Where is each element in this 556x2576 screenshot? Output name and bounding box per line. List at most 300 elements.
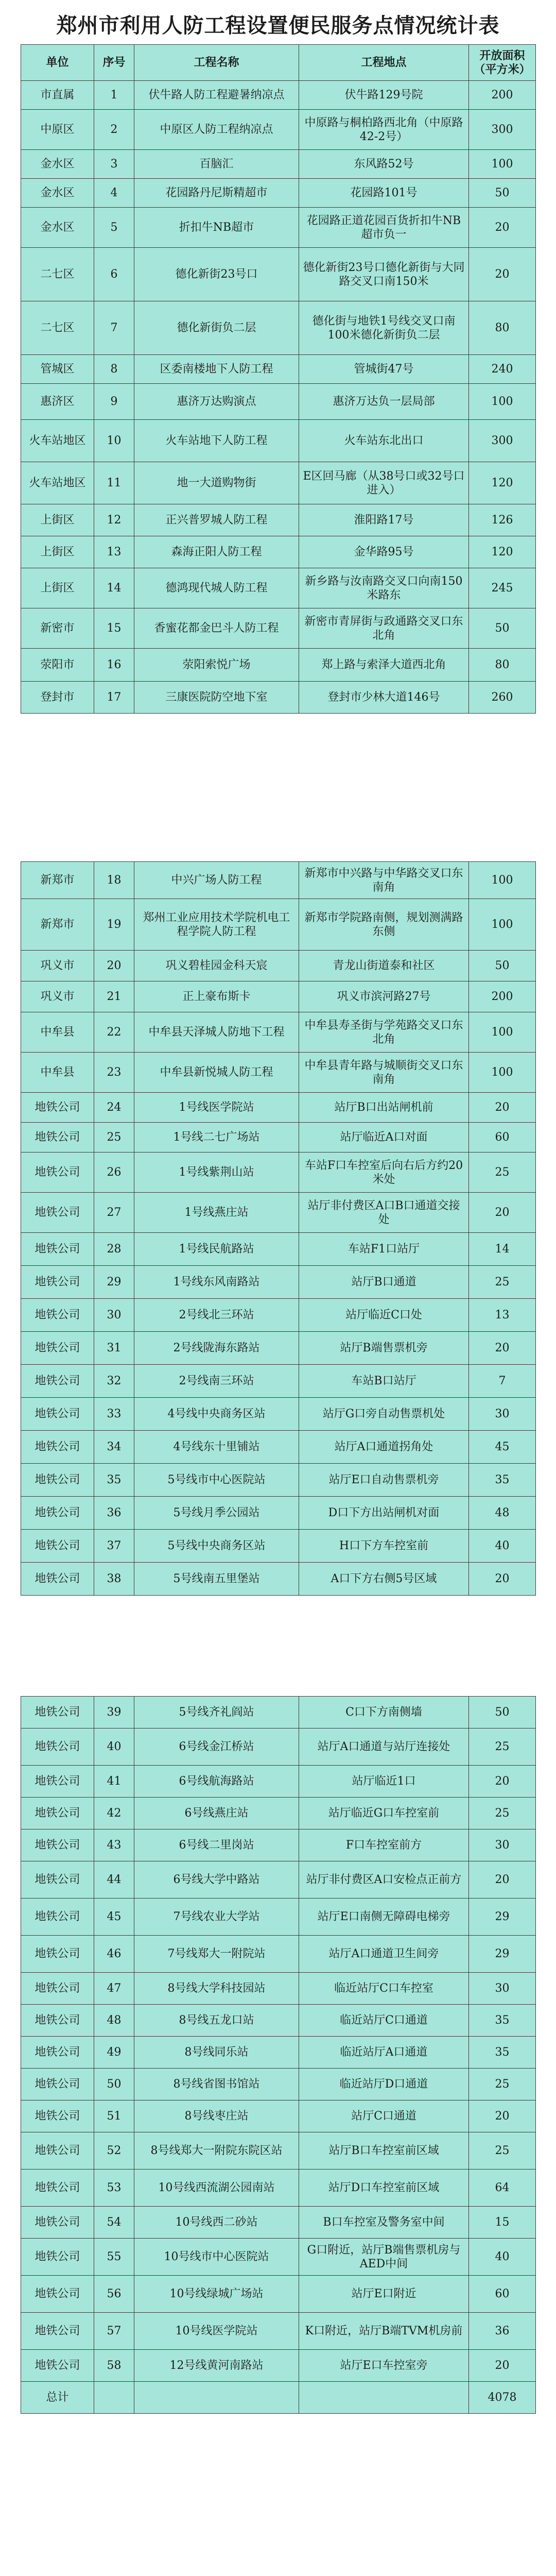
cell-location: 新郑市中兴路与中华路交叉口东南角 (299, 862, 469, 899)
cell-seq: 38 (94, 1563, 134, 1596)
cell-name: 德鸿现代城人防工程 (134, 568, 299, 608)
stats-table-part-3 (21, 1696, 536, 2414)
cell-location: 站厅非付费区A口安检点正前方 (299, 1861, 469, 1899)
cell-location: 巩义市滨河路27号 (299, 981, 469, 1012)
cell-area: 60 (469, 2276, 536, 2313)
cell-seq: 12 (94, 504, 134, 536)
table-row (21, 420, 536, 462)
cell-area: 30 (469, 1973, 536, 2005)
table-row (21, 1012, 536, 1053)
table-row (21, 1233, 536, 1266)
cell-seq: 41 (94, 1766, 134, 1798)
cell-area: 25 (469, 1798, 536, 1829)
header-location: 工程地点 (299, 45, 469, 81)
cell-seq: 31 (94, 1332, 134, 1365)
cell-seq: 47 (94, 1973, 134, 2005)
cell-location: 德化新街23号口德化新街与大同路交叉口南150米 (299, 248, 469, 301)
header-name: 工程名称 (134, 45, 299, 81)
cell-seq: 23 (94, 1053, 134, 1093)
cell-location: H口下方车控室前 (299, 1530, 469, 1563)
cell-name: 花园路丹尼斯精超市 (134, 179, 299, 208)
cell-location: 站厅临近1口 (299, 1766, 469, 1798)
cell-area: 25 (469, 1728, 536, 1766)
cell-seq: 57 (94, 2313, 134, 2350)
cell-location: 临近站厅C口通道 (299, 2005, 469, 2037)
cell-seq: 32 (94, 1365, 134, 1398)
cell-area: 100 (469, 862, 536, 899)
cell-name: 5号线南五里堡站 (134, 1563, 299, 1596)
cell-unit: 地铁公司 (21, 1464, 94, 1497)
stats-table-part-1 (21, 44, 536, 714)
cell-unit: 火车站地区 (21, 462, 94, 504)
cell-name: 6号线大学中路站 (134, 1861, 299, 1899)
table-row (21, 1299, 536, 1332)
cell-area: 245 (469, 568, 536, 608)
cell-unit: 地铁公司 (21, 2207, 94, 2239)
cell-location: 金华路95号 (299, 536, 469, 568)
table-row (21, 1530, 536, 1563)
cell-location: K口附近，站厅B端TVM机房前 (299, 2313, 469, 2350)
cell-name: 1号线二七广场站 (134, 1123, 299, 1153)
table-row (21, 2239, 536, 2276)
total-empty-cell (299, 2382, 469, 2414)
table-row (21, 682, 536, 714)
cell-name: 三康医院防空地下室 (134, 682, 299, 714)
cell-seq: 49 (94, 2037, 134, 2069)
cell-seq: 45 (94, 1899, 134, 1936)
cell-location: 站厅非付费区A口B口通道交接处 (299, 1193, 469, 1233)
cell-seq: 40 (94, 1728, 134, 1766)
cell-location: 站厅B端售票机旁 (299, 1332, 469, 1365)
cell-unit: 中牟县 (21, 1012, 94, 1053)
cell-name: 7号线农业大学站 (134, 1899, 299, 1936)
cell-location: 中牟县青年路与城顺街交叉口东南角 (299, 1053, 469, 1093)
cell-unit: 上街区 (21, 536, 94, 568)
cell-name: 中牟县新悦城人防工程 (134, 1053, 299, 1093)
cell-name: 2号线北三环站 (134, 1299, 299, 1332)
cell-location: 站厅G口旁自动售票机处 (299, 1398, 469, 1431)
cell-unit: 管城区 (21, 355, 94, 384)
cell-area: 64 (469, 2170, 536, 2207)
table-row (21, 355, 536, 384)
cell-name: 4号线东十里铺站 (134, 1431, 299, 1464)
cell-name: 地一大道购物街 (134, 462, 299, 504)
cell-location: G口附近，站厅B端售票机房与AED中间 (299, 2239, 469, 2276)
cell-location: 新密市青屏街与政通路交叉口东北角 (299, 608, 469, 649)
cell-name: 郑州工业应用技术学院机电工程学院人防工程 (134, 899, 299, 951)
cell-name: 8号线郑大一附院东院区站 (134, 2132, 299, 2170)
cell-seq: 34 (94, 1431, 134, 1464)
cell-seq: 51 (94, 2100, 134, 2132)
cell-location: 东风路52号 (299, 150, 469, 179)
table-row (21, 462, 536, 504)
cell-seq: 46 (94, 1936, 134, 1973)
cell-seq: 55 (94, 2239, 134, 2276)
cell-area: 100 (469, 1012, 536, 1053)
table-row (21, 2170, 536, 2207)
total-area: 4078 (469, 2382, 536, 2414)
table-row (21, 608, 536, 649)
table-row (21, 110, 536, 150)
table-row (21, 1123, 536, 1153)
cell-unit: 中原区 (21, 110, 94, 150)
header-unit: 单位 (21, 45, 94, 81)
cell-name: 8号线同乐站 (134, 2037, 299, 2069)
table-row (21, 2276, 536, 2313)
cell-unit: 地铁公司 (21, 1266, 94, 1299)
table-row (21, 1398, 536, 1431)
cell-unit: 地铁公司 (21, 1398, 94, 1431)
cell-location: 花园路101号 (299, 179, 469, 208)
cell-unit: 荥阳市 (21, 649, 94, 682)
cell-unit: 地铁公司 (21, 1728, 94, 1766)
cell-unit: 地铁公司 (21, 1431, 94, 1464)
cell-name: 1号线医学院站 (134, 1093, 299, 1123)
cell-location: F口车控室前方 (299, 1829, 469, 1861)
cell-area: 25 (469, 1266, 536, 1299)
cell-location: 淮阳路17号 (299, 504, 469, 536)
cell-name: 10号线西二砂站 (134, 2207, 299, 2239)
cell-unit: 上街区 (21, 568, 94, 608)
cell-seq: 44 (94, 1861, 134, 1899)
cell-unit: 地铁公司 (21, 1899, 94, 1936)
cell-seq: 28 (94, 1233, 134, 1266)
cell-name: 香蜜花都金巴斗人防工程 (134, 608, 299, 649)
cell-area: 50 (469, 179, 536, 208)
cell-seq: 8 (94, 355, 134, 384)
table-row (21, 1053, 536, 1093)
table-row (21, 1153, 536, 1193)
cell-location: 车站F口车控室后向右后方约20米处 (299, 1153, 469, 1193)
cell-unit: 地铁公司 (21, 2100, 94, 2132)
table-row (21, 504, 536, 536)
cell-area: 14 (469, 1233, 536, 1266)
cell-location: E区回马廊（从38号口或32号口进入） (299, 462, 469, 504)
table-row (21, 1266, 536, 1299)
cell-name: 正上豪布斯卡 (134, 981, 299, 1012)
cell-location: 青龙山街道泰和社区 (299, 951, 469, 981)
cell-name: 10号线市中心医院站 (134, 2239, 299, 2276)
cell-name: 7号线郑大一附院站 (134, 1936, 299, 1973)
cell-seq: 20 (94, 951, 134, 981)
cell-seq: 58 (94, 2350, 134, 2382)
cell-location: 火车站东北出口 (299, 420, 469, 462)
table-row (21, 248, 536, 301)
cell-location: 站厅临近C口处 (299, 1299, 469, 1332)
cell-location: 临近站厅A口通道 (299, 2037, 469, 2069)
cell-area: 29 (469, 1899, 536, 1936)
cell-area: 40 (469, 1530, 536, 1563)
cell-area: 20 (469, 1766, 536, 1798)
cell-area: 20 (469, 208, 536, 248)
cell-name: 正兴普罗城人防工程 (134, 504, 299, 536)
cell-name: 5号线月季公园站 (134, 1497, 299, 1530)
cell-area: 20 (469, 1861, 536, 1899)
cell-seq: 18 (94, 862, 134, 899)
cell-area: 30 (469, 1829, 536, 1861)
table-row (21, 2207, 536, 2239)
cell-area: 13 (469, 1299, 536, 1332)
cell-seq: 35 (94, 1464, 134, 1497)
cell-name: 惠济万达购演点 (134, 384, 299, 420)
cell-area: 80 (469, 649, 536, 682)
cell-seq: 30 (94, 1299, 134, 1332)
cell-unit: 地铁公司 (21, 2170, 94, 2207)
cell-location: 中牟县寿圣街与学苑路交叉口东北角 (299, 1012, 469, 1053)
cell-seq: 50 (94, 2069, 134, 2100)
cell-area: 100 (469, 384, 536, 420)
cell-unit: 地铁公司 (21, 2350, 94, 2382)
cell-location: 站厅E口南侧无障碍电梯旁 (299, 1899, 469, 1936)
cell-name: 5号线中央商务区站 (134, 1530, 299, 1563)
table-row (21, 1332, 536, 1365)
table-row (21, 2100, 536, 2132)
cell-seq: 37 (94, 1530, 134, 1563)
cell-name: 6号线金江桥站 (134, 1728, 299, 1766)
cell-location: 站厅E口自动售票机旁 (299, 1464, 469, 1497)
cell-unit: 新郑市 (21, 862, 94, 899)
header-seq: 序号 (94, 45, 134, 81)
page-title: 郑州市利用人防工程设置便民服务点情况统计表 (56, 13, 500, 38)
cell-name: 森海正阳人防工程 (134, 536, 299, 568)
cell-unit: 上街区 (21, 504, 94, 536)
cell-unit: 地铁公司 (21, 1936, 94, 1973)
cell-name: 12号线黄河南路站 (134, 2350, 299, 2382)
table-row (21, 951, 536, 981)
cell-seq: 52 (94, 2132, 134, 2170)
cell-seq: 2 (94, 110, 134, 150)
table-row (21, 1193, 536, 1233)
cell-location: 站厅A口通道卫生间旁 (299, 1936, 469, 1973)
cell-area: 50 (469, 951, 536, 981)
cell-seq: 43 (94, 1829, 134, 1861)
cell-location: 站厅B口出站闸机前 (299, 1093, 469, 1123)
cell-seq: 39 (94, 1697, 134, 1728)
cell-area: 35 (469, 2005, 536, 2037)
cell-seq: 13 (94, 536, 134, 568)
cell-name: 8号线五龙口站 (134, 2005, 299, 2037)
table-row (21, 1936, 536, 1973)
table-row (21, 1728, 536, 1766)
cell-name: 伏牛路人防工程避暑纳凉点 (134, 81, 299, 110)
cell-area: 200 (469, 81, 536, 110)
table-row (21, 1563, 536, 1596)
cell-location: B口车控室及警务室中间 (299, 2207, 469, 2239)
table-row (21, 2350, 536, 2382)
cell-unit: 地铁公司 (21, 1973, 94, 2005)
cell-area: 20 (469, 1332, 536, 1365)
table-row (21, 899, 536, 951)
cell-unit: 中牟县 (21, 1053, 94, 1093)
cell-unit: 地铁公司 (21, 2037, 94, 2069)
cell-name: 巩义碧桂园金科天宸 (134, 951, 299, 981)
cell-location: 花园路正道花园百货折扣牛NB超市负一 (299, 208, 469, 248)
cell-name: 中兴广场人防工程 (134, 862, 299, 899)
cell-name: 2号线陇海东路站 (134, 1332, 299, 1365)
cell-unit: 火车站地区 (21, 420, 94, 462)
cell-area: 126 (469, 504, 536, 536)
cell-seq: 6 (94, 248, 134, 301)
cell-unit: 地铁公司 (21, 2132, 94, 2170)
cell-location: 临近站厅D口通道 (299, 2069, 469, 2100)
cell-seq: 29 (94, 1266, 134, 1299)
cell-name: 折扣牛NB超市 (134, 208, 299, 248)
table-row (21, 649, 536, 682)
header-area: 开放面积（平方米） (469, 45, 536, 81)
cell-area: 15 (469, 2207, 536, 2239)
table-row (21, 862, 536, 899)
cell-location: 伏牛路129号院 (299, 81, 469, 110)
cell-name: 1号线紫荆山站 (134, 1153, 299, 1193)
cell-location: 中原路与桐柏路西北角（中原路42-2号） (299, 110, 469, 150)
cell-name: 5号线齐礼阎站 (134, 1697, 299, 1728)
cell-area: 20 (469, 248, 536, 301)
cell-area: 50 (469, 1697, 536, 1728)
cell-unit: 地铁公司 (21, 2239, 94, 2276)
cell-area: 25 (469, 2069, 536, 2100)
table-row (21, 1829, 536, 1861)
cell-name: 中牟县天泽城人防地下工程 (134, 1012, 299, 1053)
cell-location: 德化街与地铁1号线交叉口南100米德化新街负二层 (299, 301, 469, 355)
cell-area: 120 (469, 536, 536, 568)
cell-name: 德化新街负二层 (134, 301, 299, 355)
table-row (21, 1431, 536, 1464)
cell-unit: 地铁公司 (21, 1153, 94, 1193)
cell-location: 站厅E口附近 (299, 2276, 469, 2313)
cell-area: 40 (469, 2239, 536, 2276)
table-row (21, 301, 536, 355)
cell-seq: 25 (94, 1123, 134, 1153)
cell-name: 5号线市中心医院站 (134, 1464, 299, 1497)
total-label: 总计 (21, 2382, 94, 2414)
section-gap (21, 1680, 535, 1696)
cell-location: 新郑市学院路南侧，规划测满路东侧 (299, 899, 469, 951)
cell-unit: 地铁公司 (21, 1697, 94, 1728)
cell-name: 百脑汇 (134, 150, 299, 179)
table-row (21, 1973, 536, 2005)
cell-area: 50 (469, 608, 536, 649)
cell-seq: 21 (94, 981, 134, 1012)
cell-seq: 19 (94, 899, 134, 951)
cell-name: 8号线枣庄站 (134, 2100, 299, 2132)
cell-unit: 地铁公司 (21, 1861, 94, 1899)
cell-unit: 地铁公司 (21, 2313, 94, 2350)
cell-unit: 地铁公司 (21, 1829, 94, 1861)
cell-area: 20 (469, 1093, 536, 1123)
table-row (21, 1798, 536, 1829)
cell-unit: 新密市 (21, 608, 94, 649)
cell-area: 29 (469, 1936, 536, 1973)
cell-area: 260 (469, 682, 536, 714)
cell-area: 80 (469, 301, 536, 355)
cell-seq: 11 (94, 462, 134, 504)
cell-area: 35 (469, 1464, 536, 1497)
cell-area: 200 (469, 981, 536, 1012)
section-gap (21, 845, 535, 861)
cell-seq: 54 (94, 2207, 134, 2239)
cell-seq: 48 (94, 2005, 134, 2037)
table-row (21, 536, 536, 568)
cell-area: 20 (469, 2100, 536, 2132)
cell-name: 6号线航海路站 (134, 1766, 299, 1798)
cell-seq: 10 (94, 420, 134, 462)
cell-area: 45 (469, 1431, 536, 1464)
cell-area: 36 (469, 2313, 536, 2350)
table-row (21, 1497, 536, 1530)
cell-unit: 金水区 (21, 150, 94, 179)
cell-area: 7 (469, 1365, 536, 1398)
table-row (21, 2037, 536, 2069)
total-empty-cell (134, 2382, 299, 2414)
table-row (21, 1093, 536, 1123)
cell-location: 登封市少林大道146号 (299, 682, 469, 714)
cell-unit: 地铁公司 (21, 1193, 94, 1233)
cell-seq: 1 (94, 81, 134, 110)
table-row (21, 81, 536, 110)
cell-name: 1号线东风南路站 (134, 1266, 299, 1299)
cell-unit: 二七区 (21, 301, 94, 355)
table-row (21, 1697, 536, 1728)
cell-unit: 地铁公司 (21, 1766, 94, 1798)
table-row (21, 179, 536, 208)
cell-location: 管城街47号 (299, 355, 469, 384)
cell-location: D口下方出站闸机对面 (299, 1497, 469, 1530)
cell-name: 8号线省图书馆站 (134, 2069, 299, 2100)
cell-area: 25 (469, 1153, 536, 1193)
cell-area: 120 (469, 462, 536, 504)
cell-seq: 3 (94, 150, 134, 179)
cell-area: 240 (469, 355, 536, 384)
cell-area: 100 (469, 150, 536, 179)
cell-name: 荥阳索悦广场 (134, 649, 299, 682)
cell-area: 300 (469, 110, 536, 150)
table-row (21, 384, 536, 420)
cell-unit: 地铁公司 (21, 2005, 94, 2037)
cell-name: 区委南楼地下人防工程 (134, 355, 299, 384)
cell-name: 8号线大学科技园站 (134, 1973, 299, 2005)
cell-seq: 7 (94, 301, 134, 355)
cell-unit: 地铁公司 (21, 1563, 94, 1596)
table-row (21, 2069, 536, 2100)
table-row (21, 1766, 536, 1798)
cell-area: 35 (469, 2037, 536, 2069)
total-row (21, 2382, 536, 2414)
table-row (21, 1464, 536, 1497)
cell-location: 惠济万达负一层局部 (299, 384, 469, 420)
cell-name: 1号线民航路站 (134, 1233, 299, 1266)
cell-name: 4号线中央商务区站 (134, 1398, 299, 1431)
cell-unit: 地铁公司 (21, 1798, 94, 1829)
cell-location: 站厅D口车控室前区域 (299, 2170, 469, 2207)
cell-location: 临近站厅C口车控室 (299, 1973, 469, 2005)
cell-area: 30 (469, 1398, 536, 1431)
cell-unit: 巩义市 (21, 951, 94, 981)
cell-location: 站厅C口通道 (299, 2100, 469, 2132)
table-row (21, 150, 536, 179)
cell-unit: 金水区 (21, 208, 94, 248)
table-row (21, 2313, 536, 2350)
cell-seq: 33 (94, 1398, 134, 1431)
cell-name: 1号线燕庄站 (134, 1193, 299, 1233)
cell-location: 站厅临近G口车控室前 (299, 1798, 469, 1829)
cell-unit: 地铁公司 (21, 2276, 94, 2313)
cell-unit: 地铁公司 (21, 1299, 94, 1332)
cell-seq: 14 (94, 568, 134, 608)
cell-seq: 26 (94, 1153, 134, 1193)
cell-area: 20 (469, 1193, 536, 1233)
table-row (21, 1899, 536, 1936)
cell-unit: 巩义市 (21, 981, 94, 1012)
